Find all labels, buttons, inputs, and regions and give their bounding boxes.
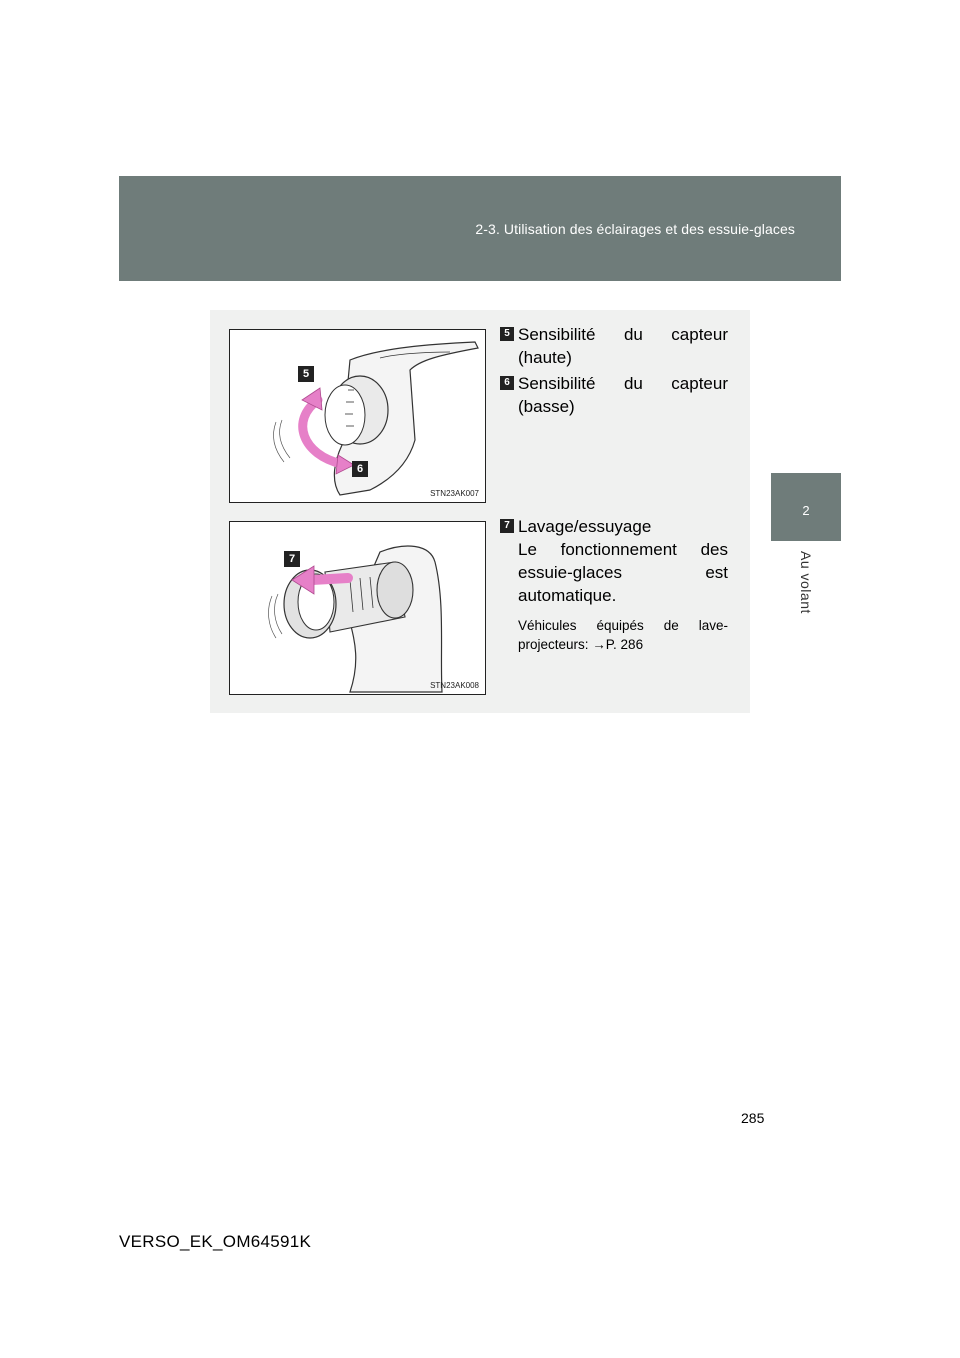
page-number: 285 <box>741 1110 765 1126</box>
item-label: Sensibilité du capteur (haute) <box>518 325 728 367</box>
figure-wash-wipe <box>229 521 486 695</box>
chapter-label: Au volant <box>798 551 814 614</box>
wiper-stalk-pull-illustration <box>230 522 485 694</box>
section-header <box>119 176 841 281</box>
chapter-tab <box>771 473 841 541</box>
item-label: Lavage/essuyage <box>518 517 652 536</box>
cross-reference-note: Véhicules équipés de lave-projecteurs: →P. 286 <box>518 618 728 652</box>
chapter-number: 2 <box>802 503 810 518</box>
document-code: VERSO_EK_OM64591K <box>119 1232 312 1251</box>
chapter-label-container <box>771 541 841 651</box>
figure-marker-7: 7 <box>284 551 300 567</box>
list-item <box>500 323 728 373</box>
item-description: Le fonctionnement des essuie-glaces est automatique. <box>518 540 728 605</box>
section-title: 2-3. Utilisation des éclairages et des essuie-glaces <box>475 221 795 237</box>
figure-code: STN23AK007 <box>430 489 479 498</box>
figure-marker-6: 6 <box>352 461 368 477</box>
list-item <box>500 372 728 422</box>
item-number-icon: 7 <box>500 519 514 533</box>
item-number-icon: 6 <box>500 376 514 390</box>
figure-marker-5: 5 <box>298 366 314 382</box>
figure-code: STN23AK008 <box>430 681 479 690</box>
item-label: Sensibilité du capteur (basse) <box>518 374 728 416</box>
figure-sensor-sensitivity <box>229 329 486 503</box>
item-number-icon: 5 <box>500 327 514 341</box>
